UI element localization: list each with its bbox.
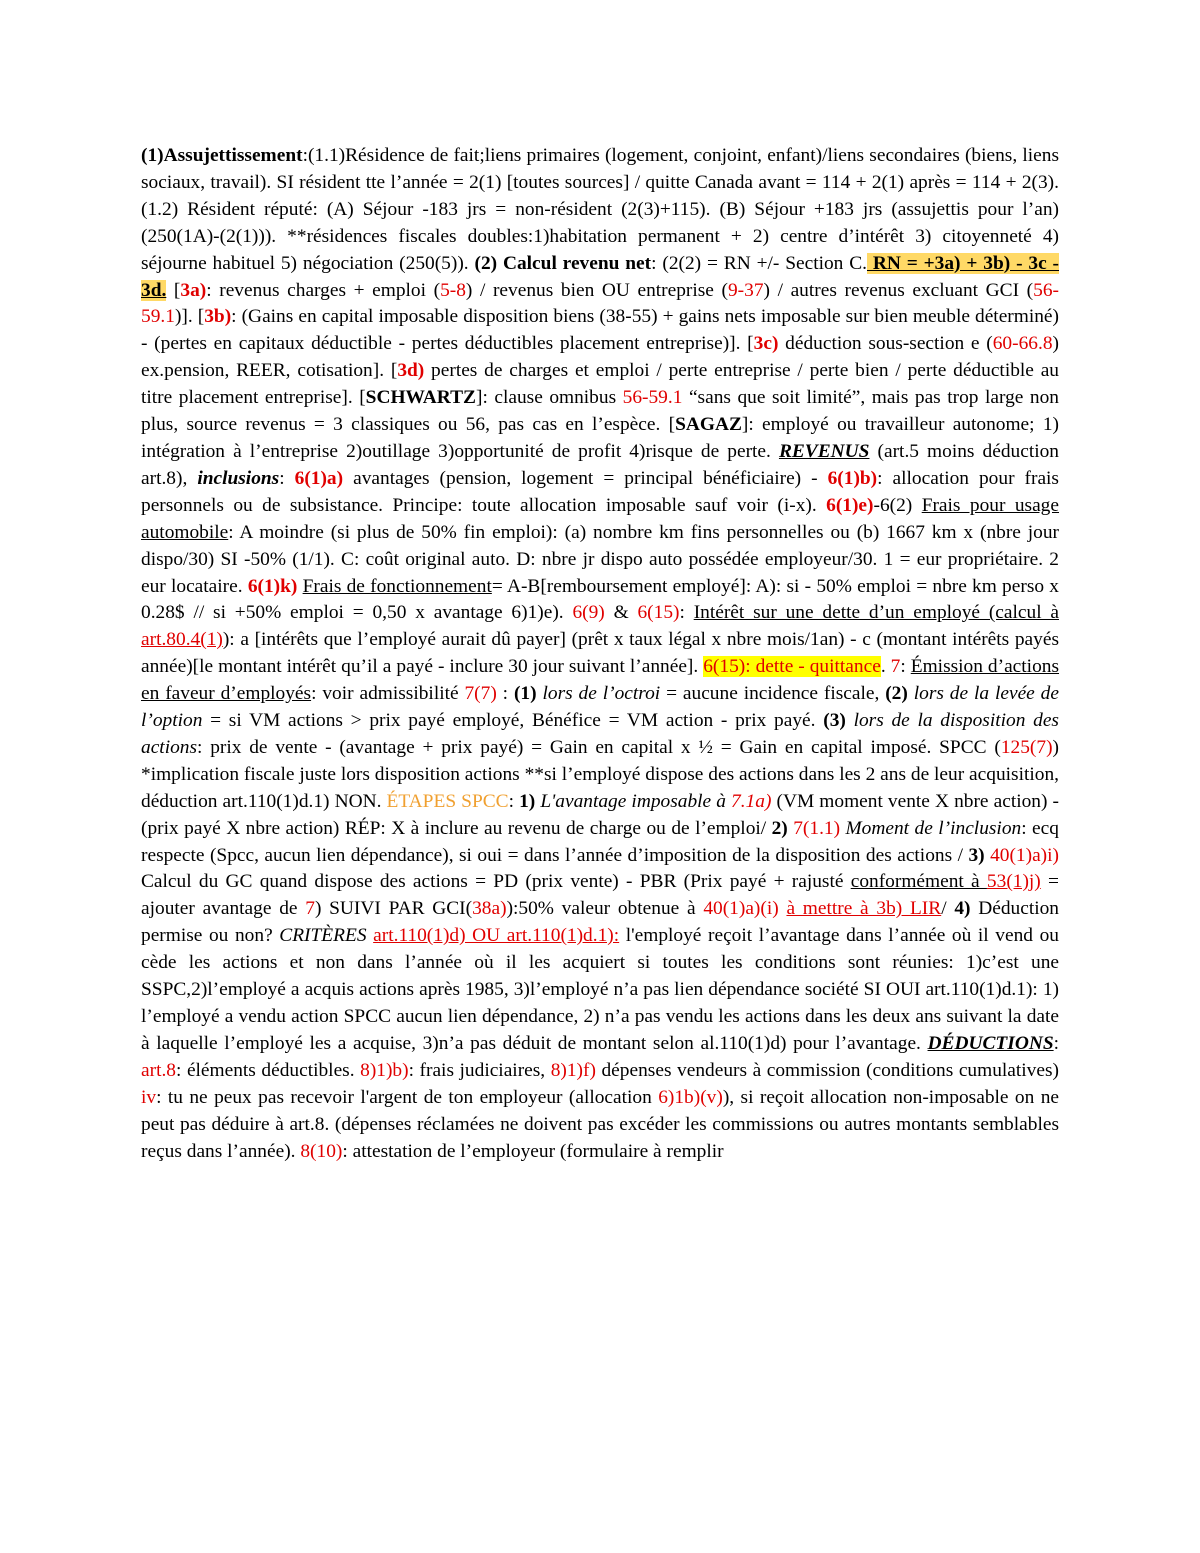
- text-run: lors de la disposition des actions: [141, 710, 1059, 758]
- text-run: DÉDUCTIONS: [927, 1032, 1054, 1054]
- text-run: “sans que soit limité”, mais pas trop large non plus, source revenus = 3 classiques ou 56, pas cas en l’espèce. [: [141, 387, 1060, 436]
- text-run: 6(1)k): [247, 575, 298, 597]
- text-run: (1): [513, 683, 537, 705]
- text-run: :: [1053, 1032, 1059, 1054]
- text-run: 6(9): [572, 602, 605, 624]
- text-run: ) *implication fiscale juste lors disposition actions **si l’employé dispose des actions dans les 2 ans de leur acquisition, déduction art.110(1)d.1) NON.: [141, 736, 1059, 812]
- text-run: 1): [519, 790, 536, 812]
- text-run: 7.1a): [731, 790, 772, 812]
- text-run: 60-66.8: [992, 333, 1053, 355]
- text-run: 38a): [472, 898, 507, 920]
- text-run: ) SUIVI PAR GCI(: [314, 898, 473, 920]
- text-run: :: [679, 602, 694, 624]
- text-run: )]. [: [174, 306, 205, 328]
- text-run: : (2(2) = RN +/- Section C.: [651, 252, 867, 274]
- text-run: dépenses vendeurs à commission (conditions cumulatives): [595, 1059, 1059, 1081]
- text-run: ) / autres revenus excluant GCI (: [763, 279, 1034, 301]
- text-run: : attestation de l’employeur (formulaire à remplir: [342, 1140, 724, 1162]
- text-run: 3d): [397, 360, 425, 382]
- text-run: Intérêt sur une dette d’un employé (calcul à: [693, 602, 1059, 624]
- document-body-text: [141, 143, 1059, 1165]
- text-run: = si VM actions > prix payé employé, Bénéfice = VM action - prix payé.: [202, 710, 824, 732]
- text-run: :: [279, 467, 295, 489]
- text-run: : voir admissibilité: [311, 683, 465, 705]
- text-run: 3): [968, 844, 985, 866]
- text-run: ): a [intérêts que l’employé aurait dû payer] (prêt x taux légal x nbre mois/1an) - c (montant intérêts payés année)[le montant intérêt qu’il a payé - inclure 30 jour suivant l’année].: [141, 629, 1059, 678]
- text-run: (VM moment vente X nbre action) - (prix payé X nbre action) RÉP: X à inclure au revenu de charge ou de l’emploi/: [141, 790, 1059, 839]
- text-run: pertes de charges et emploi / perte entreprise / perte bien / perte déductible au titre placement entreprise]. [: [141, 360, 1060, 409]
- text-run: art.8: [141, 1059, 176, 1081]
- text-run: ]: employé ou travailleur autonome; 1) intégration à l’entreprise 2)outillage 3)opportunité de profit 4)risque de perte.: [141, 414, 1059, 462]
- text-run: 125(7): [1000, 736, 1053, 758]
- text-run: ):50% valeur obtenue à: [506, 898, 704, 920]
- text-run: 5-8: [440, 279, 466, 301]
- text-run: : (Gains en capital imposable disposition biens (38-55) + gains nets imposable sur bien meuble déterminé) - (pertes en capitaux déductible - pertes déductibles placement entreprise)]. [: [141, 306, 1059, 355]
- text-run: [846, 710, 854, 731]
- text-run: ) ex.pension, REER, cotisation]. [: [141, 333, 1059, 382]
- text-run: :(1.1)Résidence de fait;liens primaires (logement, conjoint, enfant)/liens secondaires (biens, liens sociaux, travail). SI résident tte l’année = 2(1) [toutes sources] / quitte Canada avant = 114 + 2(1) après = 114 + 2(3). (1.2) Résident réputé: (A) Séjour -183 jrs = non-résident (2(3)+115). (B) Séjour +183 jrs (assujettis pour l’an) (250(1A)-(2(1))). **résidences fiscales doubles:1)habitation permanent + 2) centre d’intérêt 3) citoyenneté 4) séjourne habituel 5) négociation (250(5)).: [141, 145, 1059, 274]
- text-run: : éléments déductibles.: [176, 1059, 361, 1081]
- text-run: = aucune incidence fiscale,: [660, 683, 886, 705]
- text-run: (3): [823, 710, 846, 732]
- text-run: -6(2): [873, 494, 922, 516]
- text-run: 56-59.1: [622, 387, 683, 409]
- text-run: .: [880, 656, 891, 678]
- text-run: 7: [890, 656, 901, 678]
- text-run: : ecq respecte (Spcc, aucun lien dépendance), si oui = dans l’année d’imposition de la disposition des actions /: [141, 817, 1059, 866]
- text-run: 6(15): [637, 602, 680, 624]
- text-run: = ajouter avantage de: [141, 871, 1059, 920]
- text-run: 7: [305, 898, 315, 920]
- text-run: avantages (pension, logement = principal bénéficiaire) -: [343, 467, 828, 489]
- text-run: SCHWARTZ: [365, 387, 476, 409]
- text-run: 7(1.1): [793, 817, 841, 839]
- text-run: inclusions: [197, 467, 280, 489]
- text-run: [: [166, 279, 181, 301]
- text-run: (2) Calcul revenu net: [474, 252, 652, 274]
- text-run: 56-59.1: [141, 279, 1059, 328]
- text-run: à mettre à 3b) LIR: [786, 898, 942, 920]
- text-run: ), si reçoit allocation non-imposable on ne peut pas déduire à art.8. (dépenses réclamées ne doivent pas excéder les commissions ou autres montants semblables reçus dans l’année).: [141, 1086, 1059, 1162]
- text-run: lors de l’octroi: [542, 683, 661, 705]
- text-run: 7(7): [464, 683, 497, 705]
- text-run: ) / revenus bien OU entreprise (: [465, 279, 728, 301]
- text-run: 2): [771, 817, 788, 839]
- text-run: : revenus charges + emploi (: [206, 279, 441, 301]
- text-run: 4): [954, 898, 971, 920]
- text-run: 40(1)a)i): [990, 844, 1059, 866]
- text-run: Émission d’actions en faveur d’employés: [141, 656, 1060, 705]
- text-run: 6(1)e): [826, 494, 874, 516]
- text-run: l'employé reçoit l’avantage dans l’année où il vend ou cède les actions et non dans l’année où il les acquiert si toutes les conditions sont réunies: 1)c’est une SSPC,2)l’employé a acquis actions après 1985, 3)l’employé n’a pas lien dépendance société SI OUI art.110(1)d.1): 1) l’employé a vendu action SPCC aucun lien dépendance, 2) n’a pas vendu les actions dans les deux ans suivant la date à laquelle l’employé les a acquise, 3)n’a pas déduit de montant selon al.110(1)d) pour l’avantage.: [141, 925, 1059, 1054]
- text-run: Frais de fonctionnement: [302, 575, 492, 597]
- text-run: déduction sous-section e (: [778, 333, 993, 355]
- text-run: 8(10): [300, 1140, 343, 1162]
- text-run: :: [508, 790, 520, 812]
- text-run: 8)1)f): [550, 1059, 596, 1081]
- text-run: art.80.4(1): [141, 629, 223, 651]
- text-run: 3b): [204, 306, 232, 328]
- text-run: = A-B[remboursement employé]: A): si - 50% emploi = nbre km perso x 0.28$ // si +50% emploi = 0,50 x avantage 6)1)e).: [141, 575, 1059, 624]
- text-run: 40(1)a)(i): [703, 898, 779, 920]
- text-run: 6(1)b): [827, 467, 878, 489]
- text-run: ÉTAPES SPCC: [386, 790, 509, 812]
- text-run: Frais pour usage automobile: [141, 494, 1059, 543]
- text-run: /: [941, 898, 955, 920]
- text-run: Moment de l’inclusion: [845, 817, 1022, 839]
- text-run: L'avantage imposable à: [540, 790, 732, 812]
- text-run: CRITÈRES: [279, 925, 367, 947]
- text-run: RN = +3a) + 3b) - 3c - 3d.: [141, 252, 1059, 301]
- text-run: 6(1)a): [294, 467, 344, 489]
- text-run: 3c): [753, 333, 779, 355]
- text-run: 8)1)b): [360, 1059, 409, 1081]
- text-run: lors de la levée de l’option: [141, 683, 1059, 732]
- text-run: iv: [141, 1086, 157, 1108]
- text-run: SAGAZ: [675, 414, 742, 436]
- text-run: (art.5 moins déduction art.8),: [141, 440, 1059, 489]
- text-run: : tu ne peux pas recevoir l'argent de ton employeur (allocation: [156, 1086, 659, 1108]
- text-run: 53(1)j): [986, 871, 1041, 893]
- text-run: (2): [885, 683, 908, 705]
- text-run: Déduction permise ou non?: [141, 898, 1059, 947]
- text-run: :: [900, 656, 911, 678]
- text-run: : prix de vente - (avantage + prix payé) = Gain en capital x ½ = Gain en capital imposé. SPCC (: [197, 736, 1001, 758]
- text-run: art.110(1)d) OU art.110(1)d.1):: [373, 925, 620, 947]
- text-run: : allocation pour frais personnels ou de subsistance. Principe: toute allocation imposable sauf voir (i-x).: [141, 467, 1059, 516]
- text-run: 3a): [180, 279, 207, 301]
- text-run: (1)Assujettissement: [141, 145, 303, 166]
- text-run: : frais judiciaires,: [408, 1059, 551, 1081]
- text-run: REVENUS: [778, 440, 870, 462]
- text-run: Calcul du GC quand dispose des actions = PD (prix vente) - PBR (Prix payé + rajusté: [141, 871, 851, 893]
- text-run: &: [604, 602, 638, 624]
- text-run: 6)1b)(v): [658, 1086, 723, 1108]
- text-run: : A moindre (si plus de 50% fin emploi): (a) nombre km fins personnelles ou (b) 1667 km x (nbre jour dispo/30) SI -50% (1/1). C: coût original auto. D: nbre jr dispo auto possédée employeur/30. 1 = eur propriétaire. 2 eur locataire.: [141, 521, 1059, 597]
- text-run: ]: clause omnibus: [475, 387, 623, 409]
- text-run: 9-37: [727, 279, 764, 301]
- text-run: 6(15): dette - quittance: [703, 656, 881, 678]
- text-run: conformément à: [850, 871, 987, 893]
- text-run: :: [496, 683, 514, 705]
